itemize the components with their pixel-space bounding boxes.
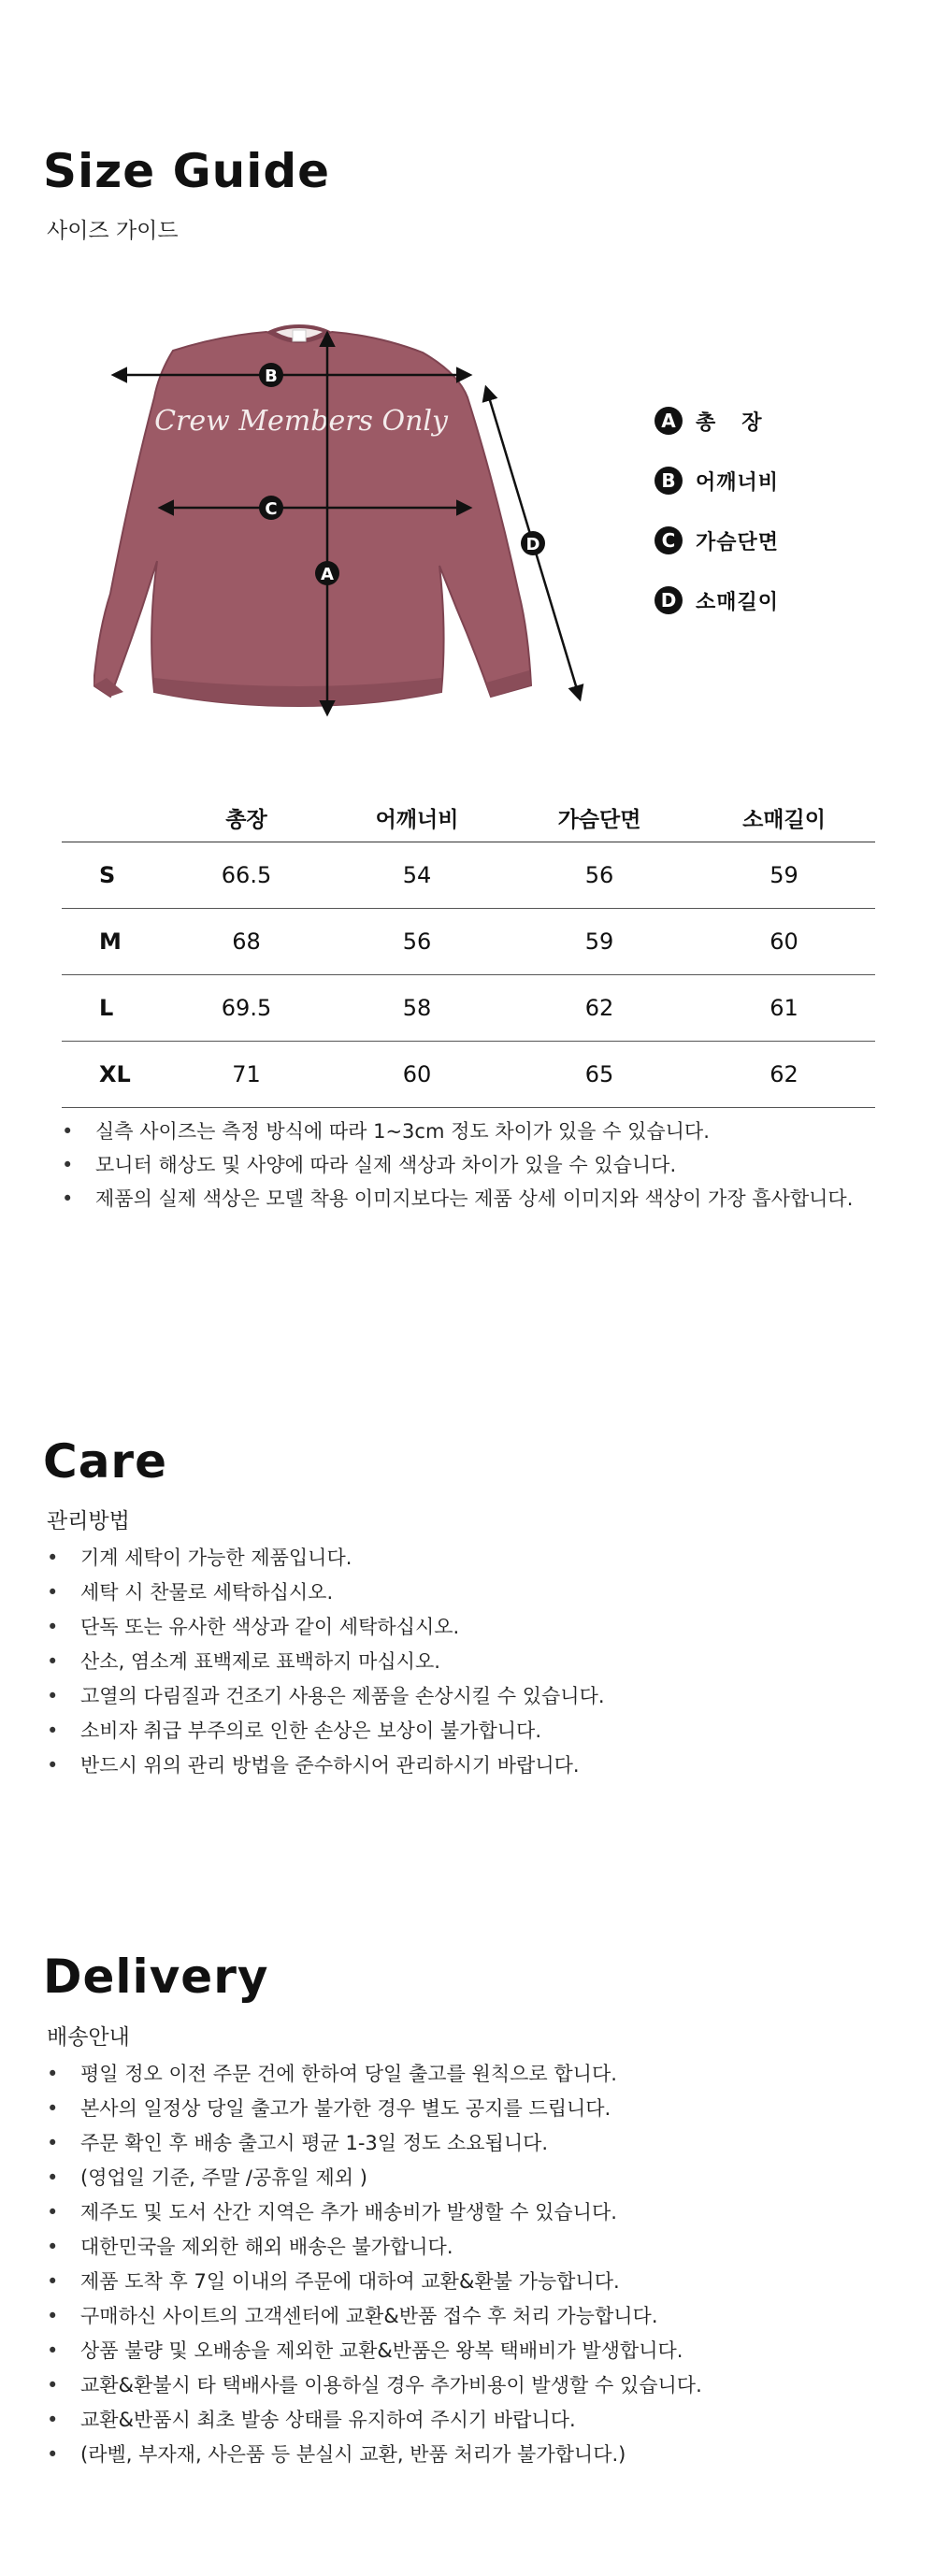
measurement-legend <box>654 391 788 630</box>
table-cell-size: XL <box>62 1041 165 1107</box>
size-table <box>62 795 875 1108</box>
list-item: • (영업일 기준, 주말 /공휴일 제외 ) <box>47 2161 702 2195</box>
table-cell-size: L <box>62 974 165 1041</box>
table-cell-size: S <box>62 842 165 908</box>
table-cell: 54 <box>328 842 506 908</box>
legend-item-a <box>654 391 788 451</box>
table-header: 총장 <box>165 795 328 842</box>
list-item: • 대한민국을 제외한 해외 배송은 불가합니다. <box>47 2230 702 2265</box>
legend-item-d <box>654 570 788 630</box>
table-cell: 56 <box>506 842 693 908</box>
care-list <box>47 1541 605 1783</box>
table-cell: 58 <box>328 974 506 1041</box>
table-header: 가슴단면 <box>506 795 693 842</box>
delivery-title: Delivery <box>43 1950 269 2004</box>
care-subtitle: 관리방법 <box>47 1509 130 1533</box>
legend-label-d: 소매길이 <box>696 590 780 614</box>
table-cell: 56 <box>328 908 506 974</box>
svg-text:C: C <box>265 499 278 519</box>
list-item: • 주문 확인 후 배송 출고시 평균 1-3일 정도 소요됩니다. <box>47 2126 702 2161</box>
table-cell: 60 <box>328 1041 506 1107</box>
table-cell-size: M <box>62 908 165 974</box>
marker-c <box>259 496 283 520</box>
sweatshirt-illustration <box>94 323 598 725</box>
table-header: 소매길이 <box>693 795 875 842</box>
table-row <box>62 908 875 974</box>
legend-label-a: 총장 <box>696 410 788 435</box>
legend-item-b <box>654 451 788 511</box>
table-cell: 66.5 <box>165 842 328 908</box>
shirt-print-text: Crew Members Only <box>154 405 448 438</box>
list-item: • 제품의 실제 색상은 모델 착용 이미지보다는 제품 상세 이미지와 색상이 가장 흡사합니다. <box>62 1182 853 1216</box>
table-cell: 59 <box>693 842 875 908</box>
table-cell: 62 <box>506 974 693 1041</box>
size-notes-list <box>62 1115 853 1216</box>
table-header <box>62 795 165 842</box>
label-tag <box>293 330 306 341</box>
list-item: • 세탁 시 찬물로 세탁하십시오. <box>47 1576 605 1610</box>
svg-text:D: D <box>525 535 540 554</box>
svg-text:A: A <box>321 565 334 584</box>
sweatshirt-body <box>94 332 531 706</box>
list-item: • 제품 도착 후 7일 이내의 주문에 대하여 교환&환불 가능합니다. <box>47 2265 702 2299</box>
list-item: • 본사의 일정상 당일 출고가 불가한 경우 별도 공지를 드립니다. <box>47 2092 702 2126</box>
legend-badge-d: D <box>654 586 683 614</box>
list-item: • 상품 불량 및 오배송을 제외한 교환&반품은 왕복 택배비가 발생합니다. <box>47 2334 702 2368</box>
marker-d <box>521 531 545 555</box>
table-cell: 69.5 <box>165 974 328 1041</box>
list-item: • 구매하신 사이트의 고객센터에 교환&반품 접수 후 처리 가능합니다. <box>47 2299 702 2334</box>
legend-item-c <box>654 511 788 570</box>
legend-badge-b: B <box>654 467 683 495</box>
legend-label-b: 어깨너비 <box>696 470 780 495</box>
legend-label-c: 가슴단면 <box>696 530 780 554</box>
table-cell: 59 <box>506 908 693 974</box>
table-row <box>62 842 875 908</box>
table-header: 어깨너비 <box>328 795 506 842</box>
table-cell: 61 <box>693 974 875 1041</box>
list-item: • (라벨, 부자재, 사은품 등 분실시 교환, 반품 처리가 불가합니다.) <box>47 2438 702 2472</box>
table-cell: 60 <box>693 908 875 974</box>
size-guide-subtitle: 사이즈 가이드 <box>47 219 179 243</box>
list-item: • 고열의 다림질과 건조기 사용은 제품을 손상시킬 수 있습니다. <box>47 1679 605 1714</box>
delivery-subtitle: 배송안내 <box>47 2025 130 2050</box>
delivery-list <box>47 2057 702 2472</box>
list-item: • 모니터 해상도 및 사양에 따라 실제 색상과 차이가 있을 수 있습니다. <box>62 1148 853 1182</box>
list-item: • 소비자 취급 부주의로 인한 손상은 보상이 불가합니다. <box>47 1714 605 1749</box>
table-header-row <box>62 795 875 842</box>
list-item: • 단독 또는 유사한 색상과 같이 세탁하십시오. <box>47 1610 605 1645</box>
table-cell: 68 <box>165 908 328 974</box>
list-item: • 산소, 염소계 표백제로 표백하지 마십시오. <box>47 1645 605 1679</box>
marker-b <box>259 363 283 387</box>
care-title: Care <box>43 1434 168 1489</box>
list-item: • 교환&반품시 최초 발송 상태를 유지하여 주시기 바랍니다. <box>47 2403 702 2438</box>
table-row <box>62 974 875 1041</box>
legend-badge-a: A <box>654 407 683 435</box>
list-item: • 반드시 위의 관리 방법을 준수하시어 관리하시기 바랍니다. <box>47 1749 605 1783</box>
list-item: • 제주도 및 도서 산간 지역은 추가 배송비가 발생할 수 있습니다. <box>47 2195 702 2230</box>
list-item: • 기계 세탁이 가능한 제품입니다. <box>47 1541 605 1576</box>
size-guide-title: Size Guide <box>43 144 331 198</box>
marker-a <box>315 561 339 585</box>
list-item: • 평일 정오 이전 주문 건에 한하여 당일 출고를 원칙으로 합니다. <box>47 2057 702 2092</box>
list-item: • 실측 사이즈는 측정 방식에 따라 1~3cm 정도 차이가 있을 수 있습니다. <box>62 1115 853 1148</box>
svg-text:B: B <box>265 367 278 386</box>
list-item: • 교환&환불시 타 택배사를 이용하실 경우 추가비용이 발생할 수 있습니다. <box>47 2368 702 2403</box>
legend-badge-c: C <box>654 526 683 554</box>
table-row <box>62 1041 875 1107</box>
table-cell: 62 <box>693 1041 875 1107</box>
table-cell: 71 <box>165 1041 328 1107</box>
table-cell: 65 <box>506 1041 693 1107</box>
